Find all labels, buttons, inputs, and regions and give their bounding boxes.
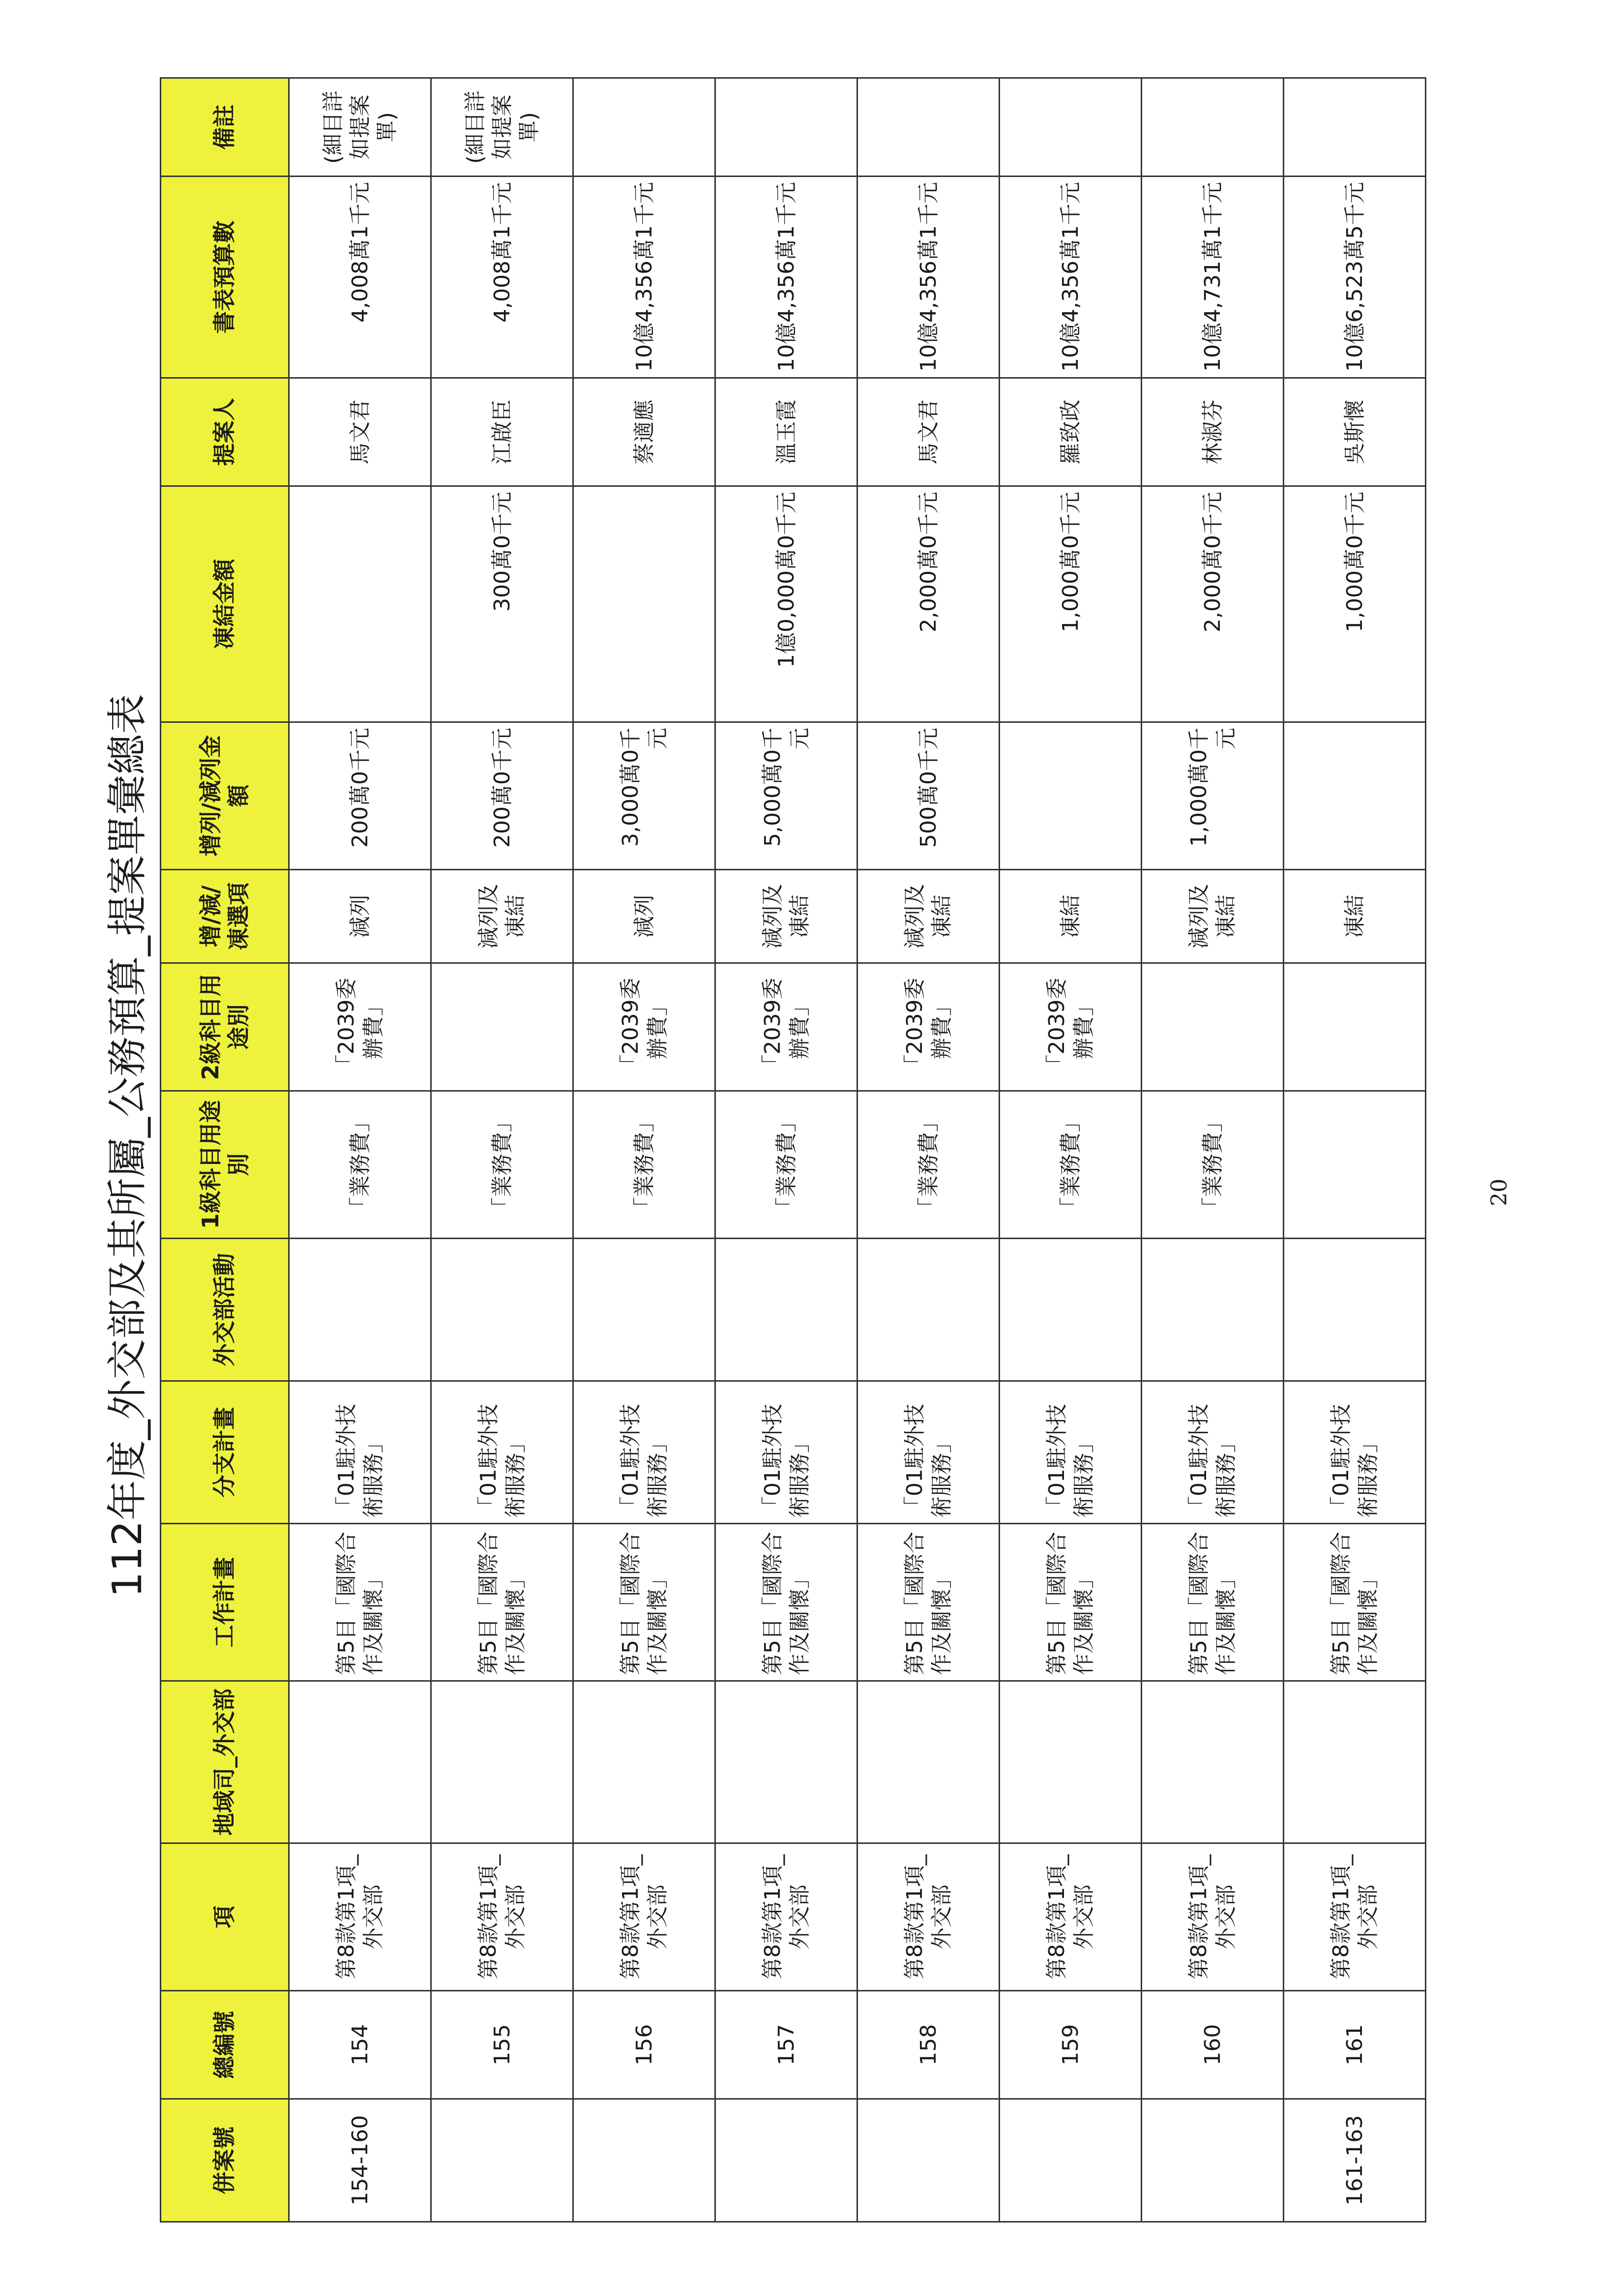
proposer-cell: 吳斯懷 [1284,378,1426,486]
item-cell: 第8款第1項_外交部 [1284,1843,1426,1991]
column-header: 備註 [161,78,289,177]
column-header: 增/減/凍選項 [161,870,289,963]
freeze-cell: 2,000萬0千元 [1142,486,1284,722]
region-cell [1000,1681,1142,1843]
action-cell: 減列及凍結 [1142,870,1284,963]
budget-cell: 4,008萬1千元 [289,177,431,378]
table-row [715,78,857,2222]
freeze-cell: 1,000萬0千元 [1000,486,1142,722]
level2-cell [1142,963,1284,1091]
amount-cell [1000,722,1142,870]
number-cell: 159 [1000,1991,1142,2099]
number-cell: 160 [1142,1991,1284,2099]
proposer-cell: 溫玉霞 [715,378,857,486]
note-cell: (細目詳如提案單) [289,78,431,177]
proposer-cell: 馬文君 [289,378,431,486]
table-row [289,78,431,2222]
activity-cell [1000,1239,1142,1381]
freeze-cell: 1億0,000萬0千元 [715,486,857,722]
activity-cell [1284,1239,1426,1381]
amount-cell: 500萬0千元 [857,722,1000,870]
action-cell: 減列及凍結 [715,870,857,963]
group-cell: 161-163 [1284,2099,1426,2222]
level2-cell: 「2039委辦費」 [289,963,431,1091]
level1-cell [1284,1091,1426,1239]
action-cell: 減列 [573,870,715,963]
plan-cell: 第5目「國際合作及關懷」 [1142,1524,1284,1681]
group-cell: 154-160 [289,2099,431,2222]
branch-cell: 「01駐外技術服務」 [1284,1381,1426,1524]
activity-cell [857,1239,1000,1381]
plan-cell: 第5目「國際合作及關懷」 [573,1524,715,1681]
level1-cell: 「業務費」 [289,1091,431,1239]
plan-cell: 第5目「國際合作及關懷」 [1000,1524,1142,1681]
column-header: 總編號 [161,1991,289,2099]
region-cell [857,1681,1000,1843]
column-header: 增列/減列金額 [161,722,289,870]
branch-cell: 「01駐外技術服務」 [715,1381,857,1524]
proposer-cell: 江啟臣 [431,378,573,486]
note-cell [715,78,857,177]
plan-cell: 第5目「國際合作及關懷」 [431,1524,573,1681]
branch-cell: 「01駐外技術服務」 [1000,1381,1142,1524]
level1-cell: 「業務費」 [573,1091,715,1239]
proposal-summary-table-wrapper [160,79,1394,2223]
level2-cell: 「2039委辦費」 [1000,963,1142,1091]
amount-cell: 1,000萬0千元 [1142,722,1284,870]
budget-cell: 4,008萬1千元 [431,177,573,378]
action-cell: 減列 [289,870,431,963]
action-cell: 凍結 [1284,870,1426,963]
column-header: 分支計畫 [161,1381,289,1524]
freeze-cell [573,486,715,722]
budget-cell: 10億4,356萬1千元 [857,177,1000,378]
note-cell [1000,78,1142,177]
action-cell: 減列及凍結 [431,870,573,963]
level2-cell: 「2039委辦費」 [857,963,1000,1091]
column-header: 凍結金額 [161,486,289,722]
plan-cell: 第5目「國際合作及關懷」 [857,1524,1000,1681]
amount-cell: 200萬0千元 [289,722,431,870]
level1-cell: 「業務費」 [715,1091,857,1239]
item-cell: 第8款第1項_外交部 [1142,1843,1284,1991]
amount-cell: 3,000萬0千元 [573,722,715,870]
branch-cell: 「01駐外技術服務」 [431,1381,573,1524]
freeze-cell: 2,000萬0千元 [857,486,1000,722]
item-cell: 第8款第1項_外交部 [857,1843,1000,1991]
region-cell [573,1681,715,1843]
amount-cell: 5,000萬0千元 [715,722,857,870]
freeze-cell: 1,000萬0千元 [1284,486,1426,722]
activity-cell [573,1239,715,1381]
group-cell [573,2099,715,2222]
group-cell [857,2099,1000,2222]
column-header: 外交部活動 [161,1239,289,1381]
region-cell [1142,1681,1284,1843]
item-cell: 第8款第1項_外交部 [573,1843,715,1991]
branch-cell: 「01駐外技術服務」 [289,1381,431,1524]
branch-cell: 「01駐外技術服務」 [857,1381,1000,1524]
table-row [857,78,1000,2222]
proposer-cell: 林淑芬 [1142,378,1284,486]
column-header: 工作計畫 [161,1524,289,1681]
item-cell: 第8款第1項_外交部 [431,1843,573,1991]
activity-cell [431,1239,573,1381]
budget-cell: 10億4,356萬1千元 [573,177,715,378]
amount-cell [1284,722,1426,870]
column-header: 1級科目用途別 [161,1091,289,1239]
table-row [1284,78,1426,2222]
number-cell: 156 [573,1991,715,2099]
plan-cell: 第5目「國際合作及關懷」 [289,1524,431,1681]
region-cell [431,1681,573,1843]
budget-cell: 10億6,523萬5千元 [1284,177,1426,378]
activity-cell [289,1239,431,1381]
region-cell [289,1681,431,1843]
number-cell: 155 [431,1991,573,2099]
amount-cell: 200萬0千元 [431,722,573,870]
level1-cell: 「業務費」 [1142,1091,1284,1239]
column-header: 提案人 [161,378,289,486]
table-header-row [161,78,289,2222]
proposer-cell: 馬文君 [857,378,1000,486]
group-cell [1142,2099,1284,2222]
note-cell [1142,78,1284,177]
note-cell: (細目詳如提案單) [431,78,573,177]
level1-cell: 「業務費」 [431,1091,573,1239]
proposal-summary-table [160,77,1426,2223]
number-cell: 154 [289,1991,431,2099]
level2-cell: 「2039委辦費」 [715,963,857,1091]
number-cell: 157 [715,1991,857,2099]
table-row [431,78,573,2222]
column-header: 2級科目用途別 [161,963,289,1091]
note-cell [1284,78,1426,177]
table-row [573,78,715,2222]
proposer-cell: 羅致政 [1000,378,1142,486]
activity-cell [715,1239,857,1381]
action-cell: 凍結 [1000,870,1142,963]
column-header: 併案號 [161,2099,289,2222]
column-header: 地域司_外交部 [161,1681,289,1843]
plan-cell: 第5目「國際合作及關懷」 [715,1524,857,1681]
budget-cell: 10億4,731萬1千元 [1142,177,1284,378]
activity-cell [1142,1239,1284,1381]
table-row [1000,78,1142,2222]
group-cell [431,2099,573,2222]
region-cell [1284,1681,1426,1843]
table-row [1142,78,1284,2222]
number-cell: 161 [1284,1991,1426,2099]
note-cell [573,78,715,177]
level2-cell: 「2039委辦費」 [573,963,715,1091]
page-number: 20 [1487,1179,1512,1206]
group-cell [1000,2099,1142,2222]
column-header: 項 [161,1843,289,1991]
item-cell: 第8款第1項_外交部 [715,1843,857,1991]
proposer-cell: 蔡適應 [573,378,715,486]
item-cell: 第8款第1項_外交部 [1000,1843,1142,1991]
freeze-cell: 300萬0千元 [431,486,573,722]
number-cell: 158 [857,1991,1000,2099]
column-header: 書表預算數 [161,177,289,378]
level2-cell [1284,963,1426,1091]
freeze-cell [289,486,431,722]
budget-cell: 10億4,356萬1千元 [1000,177,1142,378]
budget-cell: 10億4,356萬1千元 [715,177,857,378]
branch-cell: 「01駐外技術服務」 [1142,1381,1284,1524]
group-cell [715,2099,857,2222]
level1-cell: 「業務費」 [1000,1091,1142,1239]
item-cell: 第8款第1項_外交部 [289,1843,431,1991]
branch-cell: 「01駐外技術服務」 [573,1381,715,1524]
level1-cell: 「業務費」 [857,1091,1000,1239]
note-cell [857,78,1000,177]
level2-cell [431,963,573,1091]
region-cell [715,1681,857,1843]
action-cell: 減列及凍結 [857,870,1000,963]
page-title: 112年度_外交部及其所屬_公務預算_提案單彙總表 [104,694,151,1598]
plan-cell: 第5目「國際合作及關懷」 [1284,1524,1426,1681]
